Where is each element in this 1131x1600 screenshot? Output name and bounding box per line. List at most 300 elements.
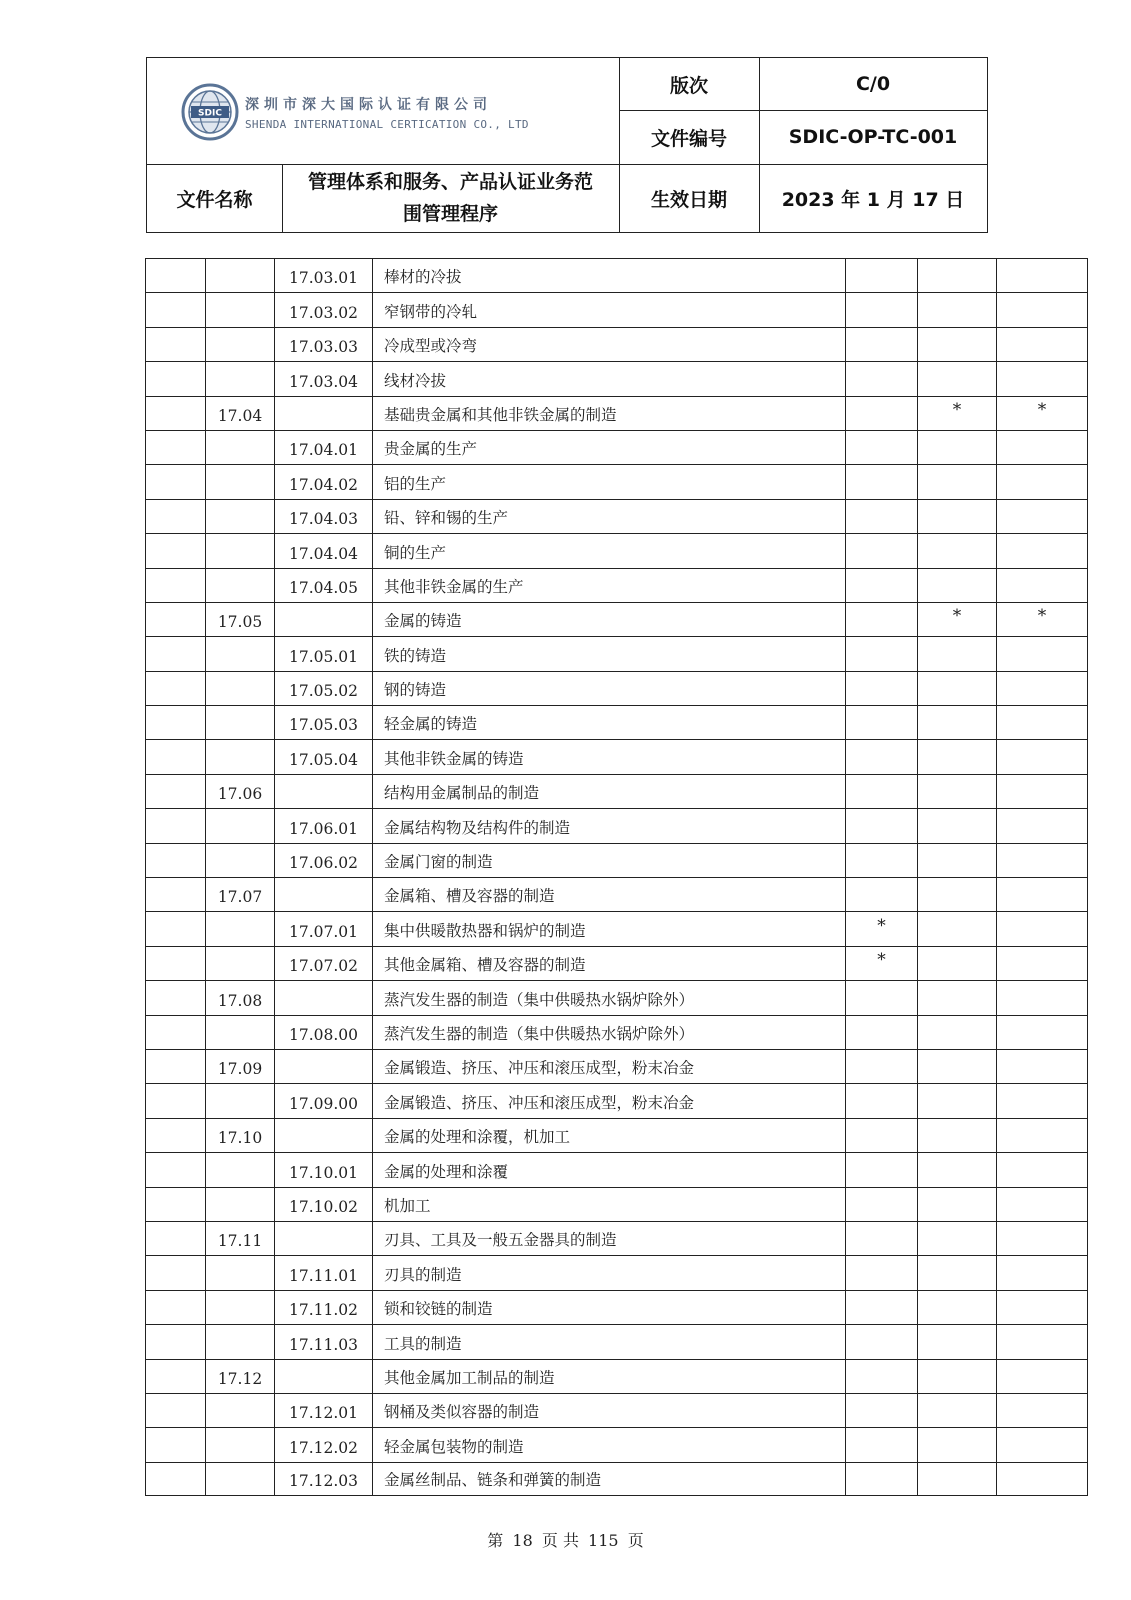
- group-code-text: 17.10: [217, 1129, 263, 1148]
- description-cell: [372, 1084, 845, 1117]
- item-code-text: 17.05.02: [288, 682, 359, 701]
- group-code-cell: [205, 706, 274, 739]
- mark-cell-2: [917, 1360, 996, 1393]
- item-code-text: 17.11.01: [288, 1266, 359, 1285]
- item-code-text: 17.11.03: [288, 1335, 359, 1354]
- item-code-cell: [274, 1153, 372, 1186]
- mark-cell-1: [845, 637, 917, 670]
- mark-cell-3: [996, 1256, 1088, 1289]
- mark-cell-3: [996, 775, 1088, 808]
- group-code-cell: [205, 1428, 274, 1461]
- group-code-cell: [205, 775, 274, 808]
- mark-cell-2: [917, 293, 996, 326]
- item-code-cell: [274, 775, 372, 808]
- item-code-text: 17.04.01: [288, 441, 359, 460]
- mark-cell-2: [917, 603, 996, 636]
- table-row: [145, 980, 1088, 1014]
- mark-cell-1: [845, 947, 917, 980]
- mark-cell-2: [917, 1256, 996, 1289]
- asterisk-mark: *: [952, 399, 962, 420]
- mark-cell-3: [996, 672, 1088, 705]
- group-code-cell: [205, 740, 274, 773]
- item-code-cell: [274, 844, 372, 877]
- mark-cell-1: [845, 1394, 917, 1427]
- description-cell: [372, 431, 845, 464]
- mark-cell-2: [917, 431, 996, 464]
- item-code-cell: [274, 1428, 372, 1461]
- doc-name-line-2: 围管理程序: [402, 203, 498, 225]
- group-code-cell: [205, 465, 274, 498]
- item-code-text: 17.04.03: [288, 510, 359, 529]
- mark-cell-2: [917, 637, 996, 670]
- level-cell: [145, 603, 205, 636]
- mark-cell-1: [845, 1153, 917, 1186]
- description-text: 线材冷拔: [384, 371, 447, 390]
- footer-suffix: 页: [627, 1531, 644, 1550]
- level-cell: [145, 809, 205, 842]
- item-code-cell: [274, 465, 372, 498]
- description-text: 金属箱、槽及容器的制造: [384, 887, 555, 906]
- table-row: [145, 1049, 1088, 1083]
- item-code-text: 17.10.01: [288, 1163, 359, 1182]
- description-cell: [372, 981, 845, 1014]
- item-code-text: 17.03.04: [288, 372, 359, 391]
- table-row: [145, 1255, 1088, 1289]
- page-footer: [0, 1528, 1131, 1551]
- level-cell: [145, 981, 205, 1014]
- mark-cell-1: [845, 1428, 917, 1461]
- item-code-cell: [274, 534, 372, 567]
- mark-cell-2: [917, 706, 996, 739]
- mark-cell-1: [845, 844, 917, 877]
- description-text: 金属锻造、挤压、冲压和滚压成型，粉末冶金: [384, 1093, 695, 1112]
- description-text: 刃具、工具及一般五金器具的制造: [384, 1231, 617, 1250]
- level-cell: [145, 1428, 205, 1461]
- mark-cell-1: [845, 603, 917, 636]
- description-text: 锁和铰链的制造: [384, 1300, 493, 1319]
- description-text: 金属门窗的制造: [384, 853, 493, 872]
- mark-cell-1: [845, 1119, 917, 1152]
- item-code-text: 17.10.02: [288, 1197, 359, 1216]
- description-cell: [372, 672, 845, 705]
- description-cell: [372, 1256, 845, 1289]
- description-text: 铜的生产: [384, 543, 447, 562]
- mark-cell-3: [996, 1084, 1088, 1117]
- group-code-cell: [205, 362, 274, 395]
- mark-cell-3: [996, 431, 1088, 464]
- level-cell: [145, 740, 205, 773]
- doc-name-value: [282, 164, 619, 232]
- group-code-cell: [205, 603, 274, 636]
- description-cell: [372, 844, 845, 877]
- mark-cell-2: [917, 775, 996, 808]
- level-cell: [145, 431, 205, 464]
- description-cell: [372, 1291, 845, 1324]
- mark-cell-2: [917, 1016, 996, 1049]
- group-code-cell: [205, 981, 274, 1014]
- level-cell: [145, 878, 205, 911]
- level-cell: [145, 500, 205, 533]
- description-cell: [372, 1016, 845, 1049]
- item-code-cell: [274, 1016, 372, 1049]
- mark-cell-2: [917, 1428, 996, 1461]
- description-cell: [372, 1188, 845, 1221]
- description-cell: [372, 1463, 845, 1495]
- description-cell: [372, 603, 845, 636]
- level-cell: [145, 534, 205, 567]
- mark-cell-1: [845, 328, 917, 361]
- description-cell: [372, 534, 845, 567]
- footer-page-number: 18: [512, 1531, 533, 1550]
- mark-cell-2: [917, 1394, 996, 1427]
- item-code-cell: [274, 431, 372, 464]
- mark-cell-2: [917, 809, 996, 842]
- table-row: [145, 739, 1088, 773]
- group-code-cell: [205, 534, 274, 567]
- mark-cell-1: [845, 293, 917, 326]
- item-code-cell: [274, 1084, 372, 1117]
- description-cell: [372, 637, 845, 670]
- description-text: 金属结构物及结构件的制造: [384, 818, 571, 837]
- table-row: [145, 430, 1088, 464]
- mark-cell-3: [996, 1360, 1088, 1393]
- mark-cell-1: [845, 569, 917, 602]
- mark-cell-2: [917, 1222, 996, 1255]
- group-code-text: 17.07: [217, 888, 263, 907]
- mark-cell-2: [917, 1119, 996, 1152]
- group-code-cell: [205, 1394, 274, 1427]
- level-cell: [145, 259, 205, 292]
- mark-cell-3: [996, 1119, 1088, 1152]
- description-text: 铝的生产: [384, 474, 447, 493]
- mark-cell-1: [845, 362, 917, 395]
- level-cell: [145, 1291, 205, 1324]
- description-text: 轻金属包装物的制造: [384, 1437, 524, 1456]
- doc-number-label: 文件编号: [650, 127, 727, 150]
- footer-mid: 页 共: [541, 1531, 579, 1550]
- group-code-cell: [205, 500, 274, 533]
- description-cell: [372, 397, 845, 430]
- group-code-cell: [205, 947, 274, 980]
- mark-cell-3: [996, 1291, 1088, 1324]
- table-row: [145, 1187, 1088, 1221]
- mark-cell-3: [996, 1394, 1088, 1427]
- item-code-text: 17.12.03: [288, 1472, 359, 1491]
- footer-prefix: 第: [487, 1531, 504, 1550]
- item-code-text: 17.05.01: [288, 647, 359, 666]
- table-row: [145, 636, 1088, 670]
- group-code-cell: [205, 431, 274, 464]
- company-name-en: SHENDA INTERNATIONAL CERTICATION CO., LTD: [245, 118, 529, 131]
- company-name-cn: 深圳市深大国际认证有限公司: [245, 97, 492, 113]
- description-cell: [372, 362, 845, 395]
- description-cell: [372, 947, 845, 980]
- doc-name-label: 文件名称: [176, 188, 253, 211]
- mark-cell-2: [917, 947, 996, 980]
- mark-cell-2: [917, 981, 996, 1014]
- mark-cell-3: [996, 1222, 1088, 1255]
- item-code-cell: [274, 947, 372, 980]
- description-text: 窄钢带的冷轧: [384, 302, 478, 321]
- asterisk-mark: *: [952, 606, 962, 627]
- mark-cell-2: [917, 1153, 996, 1186]
- item-code-cell: [274, 809, 372, 842]
- description-text: 铁的铸造: [384, 646, 447, 665]
- item-code-cell: [274, 706, 372, 739]
- level-cell: [145, 569, 205, 602]
- table-row: [145, 1152, 1088, 1186]
- item-code-cell: [274, 1222, 372, 1255]
- item-code-text: 17.03.03: [288, 338, 359, 357]
- level-cell: [145, 293, 205, 326]
- mark-cell-2: [917, 740, 996, 773]
- mark-cell-3: [996, 569, 1088, 602]
- description-text: 金属锻造、挤压、冲压和滚压成型，粉末冶金: [384, 1059, 695, 1078]
- item-code-cell: [274, 878, 372, 911]
- mark-cell-3: [996, 1153, 1088, 1186]
- item-code-cell: [274, 672, 372, 705]
- description-text: 结构用金属制品的制造: [384, 784, 540, 803]
- mark-cell-2: [917, 672, 996, 705]
- level-cell: [145, 706, 205, 739]
- mark-cell-3: [996, 603, 1088, 636]
- mark-cell-3: [996, 328, 1088, 361]
- mark-cell-1: [845, 1256, 917, 1289]
- description-text: 机加工: [384, 1196, 431, 1215]
- group-code-cell: [205, 1119, 274, 1152]
- item-code-cell: [274, 637, 372, 670]
- mark-cell-3: [996, 534, 1088, 567]
- mark-cell-1: [845, 1325, 917, 1358]
- group-code-cell: [205, 1325, 274, 1358]
- group-code-cell: [205, 912, 274, 945]
- description-text: 钢的铸造: [384, 681, 447, 700]
- description-cell: [372, 1325, 845, 1358]
- mark-cell-2: [917, 397, 996, 430]
- mark-cell-3: [996, 293, 1088, 326]
- mark-cell-2: [917, 878, 996, 911]
- mark-cell-2: [917, 328, 996, 361]
- group-code-cell: [205, 259, 274, 292]
- mark-cell-1: [845, 1463, 917, 1495]
- description-cell: [372, 1050, 845, 1083]
- mark-cell-2: [917, 1084, 996, 1117]
- mark-cell-3: [996, 878, 1088, 911]
- level-cell: [145, 1463, 205, 1495]
- table-row: [145, 533, 1088, 567]
- mark-cell-1: [845, 775, 917, 808]
- mark-cell-3: [996, 844, 1088, 877]
- item-code-cell: [274, 569, 372, 602]
- mark-cell-3: [996, 1188, 1088, 1221]
- item-code-text: 17.05.04: [288, 750, 359, 769]
- logo-text: SDIC: [198, 108, 222, 119]
- table-row: [145, 671, 1088, 705]
- group-code-cell: [205, 1256, 274, 1289]
- level-cell: [145, 397, 205, 430]
- item-code-cell: [274, 981, 372, 1014]
- level-cell: [145, 844, 205, 877]
- table-row: [145, 1462, 1088, 1496]
- mark-cell-3: [996, 1325, 1088, 1358]
- item-code-cell: [274, 603, 372, 636]
- group-code-cell: [205, 397, 274, 430]
- item-code-cell: [274, 362, 372, 395]
- mark-cell-1: [845, 534, 917, 567]
- item-code-cell: [274, 1119, 372, 1152]
- description-cell: [372, 775, 845, 808]
- level-cell: [145, 775, 205, 808]
- description-text: 其他非铁金属的铸造: [384, 749, 524, 768]
- mark-cell-1: [845, 1188, 917, 1221]
- mark-cell-3: [996, 397, 1088, 430]
- asterisk-mark: *: [877, 950, 886, 970]
- level-cell: [145, 947, 205, 980]
- item-code-text: 17.06.01: [288, 819, 359, 838]
- group-code-cell: [205, 1016, 274, 1049]
- item-code-text: 17.05.03: [288, 716, 359, 735]
- effective-date-label: 生效日期: [650, 188, 727, 211]
- item-code-text: 17.12.01: [288, 1404, 359, 1423]
- level-cell: [145, 912, 205, 945]
- description-text: 其他金属箱、槽及容器的制造: [384, 956, 586, 975]
- mark-cell-2: [917, 1463, 996, 1495]
- item-code-text: 17.03.01: [288, 269, 359, 288]
- group-code-cell: [205, 878, 274, 911]
- description-text: 工具的制造: [384, 1334, 462, 1353]
- mark-cell-2: [917, 534, 996, 567]
- description-text: 刃具的制造: [384, 1265, 462, 1284]
- mark-cell-3: [996, 637, 1088, 670]
- item-code-cell: [274, 1050, 372, 1083]
- item-code-cell: [274, 259, 372, 292]
- description-text: 铅、锌和锡的生产: [384, 509, 509, 528]
- description-cell: [372, 878, 845, 911]
- description-cell: [372, 1119, 845, 1152]
- group-code-cell: [205, 1291, 274, 1324]
- table-row: [145, 1393, 1088, 1427]
- description-text: 冷成型或冷弯: [384, 337, 478, 356]
- mark-cell-3: [996, 981, 1088, 1014]
- description-text: 金属的处理和涂覆: [384, 1162, 509, 1181]
- level-cell: [145, 1222, 205, 1255]
- level-cell: [145, 1360, 205, 1393]
- description-cell: [372, 293, 845, 326]
- table-row: [145, 1015, 1088, 1049]
- group-code-cell: [205, 637, 274, 670]
- description-cell: [372, 1428, 845, 1461]
- description-cell: [372, 328, 845, 361]
- item-code-cell: [274, 293, 372, 326]
- mark-cell-1: [845, 1016, 917, 1049]
- mark-cell-2: [917, 1188, 996, 1221]
- table-row: [145, 877, 1088, 911]
- level-cell: [145, 1050, 205, 1083]
- mark-cell-2: [917, 465, 996, 498]
- doc-number-value: SDIC-OP-TC-001: [788, 126, 958, 148]
- item-code-text: 17.03.02: [288, 303, 359, 322]
- group-code-text: 17.11: [217, 1232, 263, 1251]
- description-text: 贵金属的生产: [384, 440, 478, 459]
- mark-cell-2: [917, 1325, 996, 1358]
- mark-cell-1: [845, 809, 917, 842]
- mark-cell-3: [996, 1050, 1088, 1083]
- mark-cell-1: [845, 672, 917, 705]
- table-row: [145, 361, 1088, 395]
- table-row: [145, 911, 1088, 945]
- mark-cell-2: [917, 259, 996, 292]
- description-text: 基础贵金属和其他非铁金属的制造: [384, 405, 617, 424]
- mark-cell-1: [845, 1291, 917, 1324]
- level-cell: [145, 328, 205, 361]
- table-row: [145, 292, 1088, 326]
- mark-cell-1: [845, 431, 917, 464]
- scope-table: [145, 258, 1088, 1496]
- table-row: [145, 464, 1088, 498]
- mark-cell-1: [845, 740, 917, 773]
- item-code-text: 17.09.00: [288, 1094, 359, 1113]
- level-cell: [145, 1188, 205, 1221]
- mark-cell-3: [996, 362, 1088, 395]
- mark-cell-3: [996, 947, 1088, 980]
- item-code-text: 17.07.01: [288, 922, 359, 941]
- table-row: [145, 1290, 1088, 1324]
- asterisk-mark: *: [877, 915, 886, 936]
- mark-cell-3: [996, 1463, 1088, 1495]
- description-cell: [372, 1153, 845, 1186]
- group-code-cell: [205, 569, 274, 602]
- level-cell: [145, 672, 205, 705]
- table-row: [145, 499, 1088, 533]
- description-text: 其他非铁金属的生产: [384, 577, 524, 596]
- mark-cell-1: [845, 981, 917, 1014]
- group-code-text: 17.06: [217, 785, 263, 804]
- table-row: [145, 946, 1088, 980]
- level-cell: [145, 1016, 205, 1049]
- table-row: [145, 705, 1088, 739]
- table-row: [145, 1118, 1088, 1152]
- mark-cell-1: [845, 706, 917, 739]
- mark-cell-3: [996, 740, 1088, 773]
- item-code-cell: [274, 1291, 372, 1324]
- mark-cell-1: [845, 912, 917, 945]
- table-row: [145, 1359, 1088, 1393]
- mark-cell-2: [917, 362, 996, 395]
- item-code-text: 17.04.05: [288, 578, 359, 597]
- doc-name-line-1: 管理体系和服务、产品认证业务范: [307, 171, 593, 193]
- company-logo-block: [147, 58, 619, 164]
- item-code-text: 17.04.04: [288, 544, 359, 563]
- description-text: 轻金属的铸造: [384, 715, 478, 734]
- level-cell: [145, 1119, 205, 1152]
- description-text: 金属丝制品、链条和弹簧的制造: [384, 1471, 602, 1490]
- description-cell: [372, 1360, 845, 1393]
- table-row: [145, 396, 1088, 430]
- version-label: 版次: [669, 74, 708, 97]
- table-row: [145, 1427, 1088, 1461]
- mark-cell-3: [996, 500, 1088, 533]
- item-code-text: 17.08.00: [288, 1025, 359, 1044]
- item-code-text: 17.07.02: [288, 957, 359, 976]
- mark-cell-1: [845, 1222, 917, 1255]
- description-cell: [372, 740, 845, 773]
- item-code-text: 17.11.02: [288, 1301, 359, 1320]
- table-row: [145, 843, 1088, 877]
- mark-cell-2: [917, 1050, 996, 1083]
- group-code-cell: [205, 1050, 274, 1083]
- mark-cell-3: [996, 809, 1088, 842]
- group-code-cell: [205, 672, 274, 705]
